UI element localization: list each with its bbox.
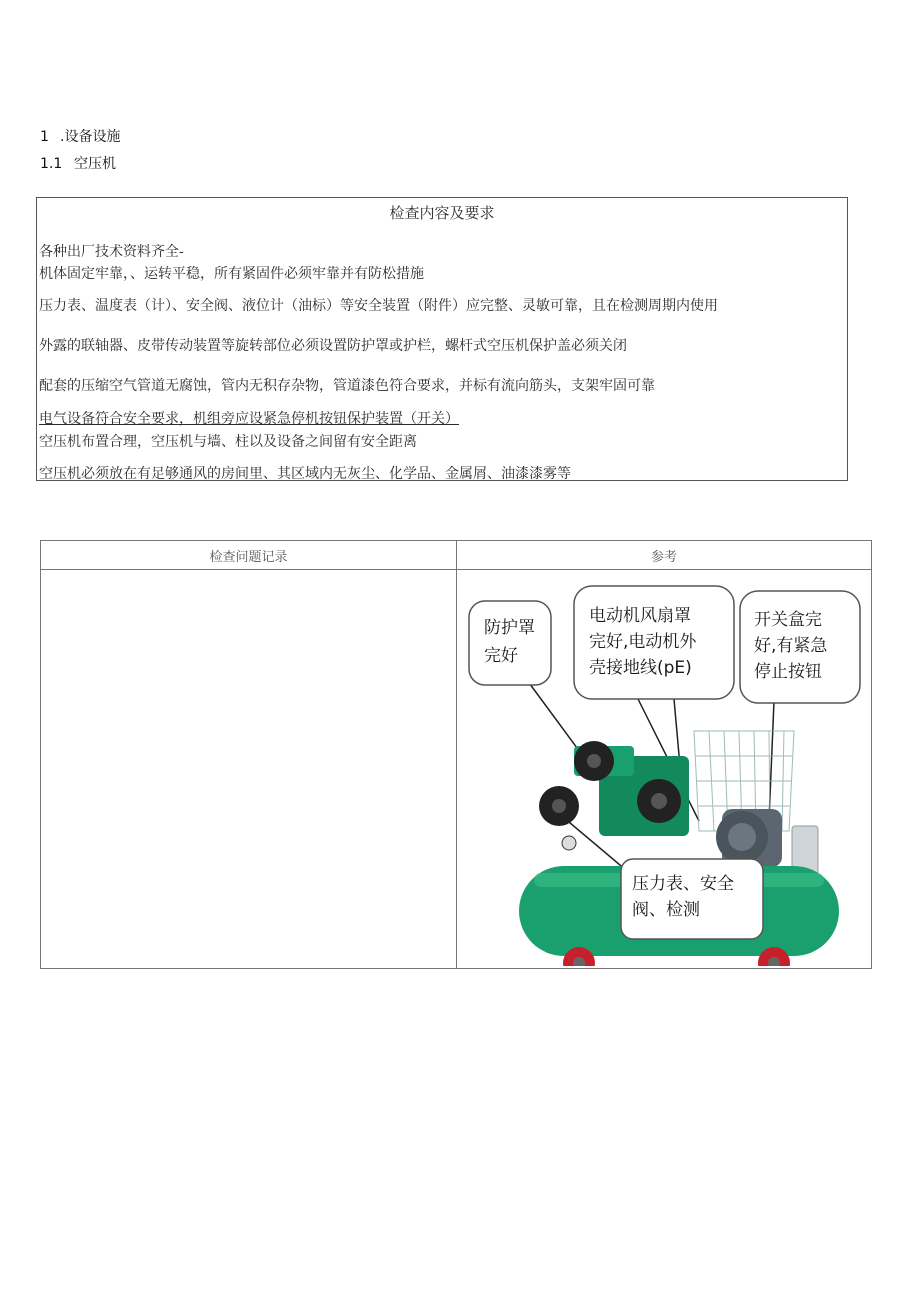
callout-motor-line: 壳接地线(pE) [589,658,692,678]
requirement-item: 各种出厂技术资料齐全- [39,244,184,260]
header-divider [41,569,871,570]
inspection-record-table [40,540,872,969]
requirement-item: 配套的压缩空气管道无腐蚀，管内无积存杂物，管道漆色符合要求，并标有流向筋头，支架牢固可靠 [39,378,655,394]
flywheel-icon [574,741,614,781]
flywheel-icon [637,779,681,823]
callout-gauge-line: 阀、检测 [632,900,700,920]
column-header-reference: 参考 [650,550,677,565]
requirement-item: 电气设备符合安全要求，机组旁应设紧急停机按钮保护装置（开关） [39,411,459,427]
requirement-item: 压力表、温度表（计）、安全阀、液位计（油标）等安全装置（附件）应完整、灵敏可靠，且在检测周期内使用 [39,298,718,314]
section-title: .设备设施 [60,129,121,145]
callout-motor-line: 电动机风扇罩 [589,606,691,626]
pressure-gauge-icon [562,836,576,850]
section-number: 1 [40,129,49,145]
callout-guard [469,601,551,685]
requirement-item: 空压机必须放在有足够通风的房间里、其区域内无灰尘、化学品、金属屑、油漆漆雾等 [39,466,571,482]
air-compressor-illustration [464,581,864,966]
requirement-item: 空压机布置合理，空压机与墙、柱以及设备之间留有安全距离 [39,434,417,450]
requirement-item: 机体固定牢靠，、运转平稳，所有紧固件必须牢靠并有防松措施 [39,266,424,282]
requirement-item: 外露的联轴器、皮带传动装置等旋转部位必须设置防护罩或护栏，螺杆式空压机保护盖必须关闭 [39,338,627,354]
callout-guard-line: 完好 [484,646,518,666]
column-header-record: 检查问题记录 [209,550,288,565]
callout-switch-line: 停止按钮 [754,662,822,682]
callout-gauge-line: 压力表、安全 [632,874,734,894]
subsection-heading [40,153,116,173]
callout-switch-line: 好,有紧急 [754,636,828,656]
subsection-title: 空压机 [74,156,116,172]
requirements-box [36,197,848,481]
callout-switch-line: 开关盒完 [754,610,822,630]
column-divider [456,541,457,968]
requirements-title: 检查内容及要求 [389,204,495,222]
callout-switch [740,591,860,703]
flywheel-icon [539,786,579,826]
subsection-number: 1.1 [40,156,63,172]
callout-gauge [621,859,763,939]
callout-guard-line: 防护罩 [484,618,535,638]
callout-motor-line: 完好,电动机外 [589,632,697,652]
section-heading [40,126,120,146]
callout-motor [574,586,734,699]
